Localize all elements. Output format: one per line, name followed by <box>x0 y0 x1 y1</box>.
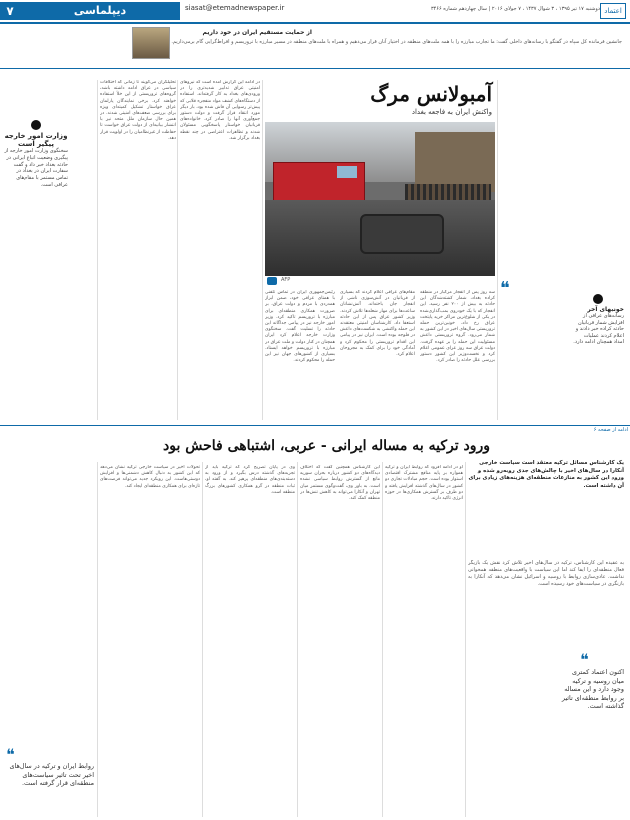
second-column-3: این کارشناس همچنین گفت که اختلاف دیدگاه‌های دو کشور درباره بحران سوریه مانع از گسترش روابط سیاسی نشده است. به باور وی، گفت‌وگوی مستمر میان تهران و آنکارا می‌تواند به کاهش تنش‌ها در منطقه کمک کند. <box>300 465 380 502</box>
quote-icon: ❝ <box>580 650 589 669</box>
bullet-icon <box>31 120 41 130</box>
lead-column-2: مقام‌های عراقی اعلام کردند که بسیاری از قربانیان در آتش‌سوزی ناشی از انفجار جان باخته‌اند. آتش‌نشانان ساعت‌ها برای مهار شعله‌ها تلاش کردند. وزیر کشور عراق پس از این حادثه استعفا داد. کارشناسان امنیتی معتقدند این حمله واکنشی به شکست‌های داعش در فلوجه بوده است. ایران نیز در پیامی این اقدام تروریستی را محکوم کرد و آمادگی خود را برای کمک به مجروحان اعلام کرد. <box>340 290 415 358</box>
column-rule <box>97 80 98 420</box>
bullet-icon <box>593 294 603 304</box>
top-note <box>0 25 630 65</box>
contact-email[interactable]: siasat@etemadnewspaper.ir <box>185 4 285 12</box>
column-rule <box>177 80 178 420</box>
column-rule <box>202 462 203 817</box>
column-rule <box>382 462 383 817</box>
photo-truck-window <box>337 166 357 178</box>
side-box-title: وزارت امور خارجه پیگیر است <box>4 132 68 148</box>
column-rule <box>465 462 466 817</box>
photo-caption-bar <box>265 276 495 286</box>
column-rule <box>297 462 298 817</box>
top-note-title: از حمایت مستقیم ایران در خود داریم <box>202 29 312 36</box>
page-number: ۷ <box>0 2 20 20</box>
second-column-5: تحولات اخیر در سیاست خارجی ترکیه نشان می‌دهد که این کشور به دنبال کاهش دشمنی‌ها و افزایش دوستی‌هاست. این رویکرد جدید می‌تواند فرصت‌های تازه‌ای برای همکاری منطقه‌ای ایجاد کند. <box>100 465 200 489</box>
column-rule <box>262 80 263 420</box>
lead-subtitle: واکنش ایران به فاجعه بغداد <box>411 108 492 116</box>
second-column-1: به عقیده این کارشناس، ترکیه در سال‌های اخیر تلاش کرد نقش یک بازیگر فعال منطقه‌ای را ایفا کند اما این سیاست با واقعیت‌های منطقه همخوانی نداشت. عادی‌سازی روابط با روسیه و اسرائیل نشان می‌دهد که آنکارا به بازنگری در سیاست‌های خود رسیده است. <box>468 560 624 587</box>
section-divider <box>0 425 630 426</box>
section-divider <box>0 68 630 69</box>
second-headline: ورود ترکیه به مساله ایرانی - عربی، اشتباهی فاحش بود <box>163 438 490 454</box>
lead-headline: آمبولانس مرگ <box>370 82 492 106</box>
lead-column-5: تحلیلگران می‌گویند تا زمانی که اختلافات سیاسی در عراق ادامه داشته باشد، گروه‌های تروریستی از این خلأ استفاده خواهند کرد. برخی نمایندگان پارلمان عراق خواستار تشکیل کمیته‌ای ویژه برای بررسی ضعف‌های امنیتی شدند. در همین حال سازمان ملل متحد نیز با انتشار بیانیه‌ای از دولت عراق خواست تا حفاظت از غیرنظامیان را در اولویت قرار دهد. <box>100 80 176 141</box>
continued-label: ادامه از صفحه ۶ <box>593 427 628 433</box>
side-box-title: خونبهای آخر <box>587 306 624 313</box>
side-box-right <box>572 294 624 346</box>
pull-quote-left: روابط ایران و ترکیه در سال‌های اخیر تحت تاثیر سیاست‌های منطقه‌ای قرار گرفته است. <box>9 762 94 788</box>
side-box-left <box>4 120 68 189</box>
quote-icon: ❝ <box>500 278 510 299</box>
photo-burnt-car <box>360 214 444 254</box>
side-box-body: سخنگوی وزارت امور خارجه از پیگیری وضعیت اتباع ایرانی در حادثه بغداد خبر داد و گفت سفارت ایران در بغداد در تماس مستمر با مقام‌های عراقی است. <box>4 148 68 188</box>
second-column-4: وی در پایان تصریح کرد که ترکیه باید از تجربه‌های گذشته درس بگیرد و از ورود به دسته‌بندی‌های منطقه‌ای پرهیز کند. به گفته او، ثبات منطقه در گرو همکاری کشورهای بزرگ منطقه است. <box>205 465 295 495</box>
second-column-2: او در ادامه افزود که روابط ایران و ترکیه همواره بر پایه منافع مشترک اقتصادی استوار بوده است. حجم مبادلات تجاری دو کشور در سال‌های گذشته افزایش یافته و دو طرف بر گسترش همکاری‌ها در حوزه انرژی تاکید دارند. <box>385 465 463 502</box>
photo-credit: AFP <box>281 277 291 283</box>
lead-photo <box>265 122 495 276</box>
section-title: دیپلماسی <box>20 2 180 20</box>
pull-quote-right: اکنون اعتماد کمتری میان روسیه و ترکیه وجود دارد و این مساله بر روابط منطقه‌ای تاثیر گذاشته است. <box>561 668 624 711</box>
second-lead: یک کارشناس مسائل ترکیه معتقد است سیاست خارجی آنکارا در سال‌های اخیر با چالش‌های جدی روبه‌رو شده و ورود این کشور به منازعات منطقه‌ای هزینه‌های زیادی برای آن داشته است. <box>468 460 624 489</box>
header-rule <box>0 22 630 24</box>
portrait-photo <box>132 27 170 59</box>
side-box-body: رسانه‌های عراقی از افزایش شمار قربانیان حادثه کراده خبر دادند و اعلام کردند عملیات امداد همچنان ادامه دارد. <box>573 313 624 346</box>
lead-column-4: در ادامه این گزارش آمده است که نیروهای امنیتی عراق تدابیر شدیدتری را در ورودی‌های بغداد به کار گرفته‌اند. استفاده از دستگاه‌های کشف مواد منفجره قلابی که پیش‌تر رسوایی آن فاش شده بود، بار دیگر مورد انتقاد قرار گرفت و دولت دستور جمع‌آوری آنها را صادر کرد. خانواده‌های قربانیان خواستار پاسخگویی مسئولان شدند و تظاهرات اعتراضی در چند نقطه بغداد برگزار شد. <box>180 80 260 141</box>
camera-icon <box>267 277 277 285</box>
newspaper-logo: اعتماد <box>600 3 626 19</box>
photo-building <box>415 132 495 192</box>
page-header <box>0 0 630 22</box>
column-rule <box>497 80 498 420</box>
top-note-body: جانشین فرمانده کل سپاه در گفتگو با رسانه‌های داخلی گفت: ما تجارب مبارزه را با همه ملت‌های منطقه در اختیار آنان قرار می‌دهیم و همراه با ملت‌های منطقه در مسیر مبارزه با تروریسم و افراط‌گرایی گام برمی‌داریم. <box>171 39 622 45</box>
dateline: دوشنبه ۱۷ تیر ۱۳۹۵ ، ۳ شوال ۱۴۳۷ ، ۷ جولای ۲۰۱۶ | سال چهاردهم شماره ۳۴۶۶ <box>430 6 600 12</box>
column-rule <box>97 462 98 817</box>
lead-column-1: سه روز پس از انفجار مرگبار در منطقه کراده بغداد، شمار کشته‌شدگان این حادثه به بیش از ۲۰۰ نفر رسید. این انفجار که با یک خودروی بمب‌گذاری‌شده در یکی از شلوغ‌ترین مراکز خرید پایتخت عراق رخ داد، خونین‌ترین حمله تروریستی سال‌های اخیر در این کشور به شمار می‌رود. گروه تروریستی داعش مسئولیت این حمله را بر عهده گرفت. دولت عراق سه روز عزای عمومی اعلام کرد و نخست‌وزیر این کشور دستور بررسی علل حادثه را صادر کرد. <box>420 290 495 364</box>
lead-column-3: رئیس‌جمهوری ایران در تماس تلفنی با همتای عراقی خود، ضمن ابراز همدردی با مردم و دولت عراق، بر ضرورت همکاری منطقه‌ای برای مبارزه با تروریسم تاکید کرد. وزیر امور خارجه نیز در پیامی جداگانه این حادثه را تسلیت گفت. سخنگوی وزارت خارجه اعلام کرد ایران همچنان در کنار دولت و ملت عراق در مبارزه با تروریسم خواهد ایستاد. بسیاری از کشورهای جهان نیز این حمله را محکوم کردند. <box>265 290 335 364</box>
quote-icon: ❝ <box>6 745 15 764</box>
